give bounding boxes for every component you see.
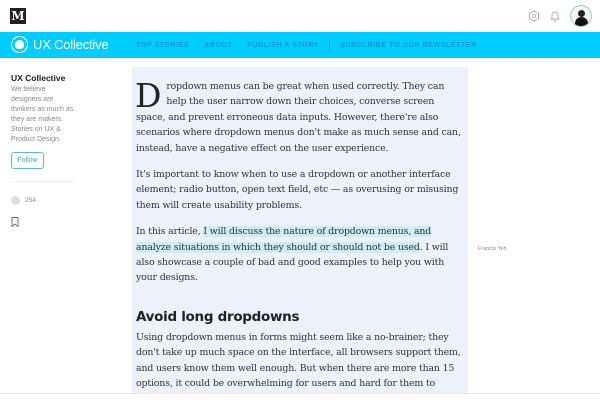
section-heading: Avoid long dropdowns [136,308,300,325]
bookmark-row [11,214,75,232]
notification-bell-icon[interactable] [550,10,560,22]
paragraph-3-lead: In this article, [136,226,204,238]
top-bar [0,0,600,32]
medium-logo[interactable]: M [11,9,25,23]
publication-logo[interactable] [11,36,108,53]
bottom-edge [0,393,600,400]
clap-icon[interactable] [11,196,20,205]
sidebar-description: We believe designers are thinkers as much as they are makers. Stories on UX & Product Design. [11,86,74,143]
paragraph-4: Using dropdown menus in forms might seem like a no-brainer; they don't take up much space on the interface, all browsers support them, and users know them well enough. But when there are more than 15 options, it could be overwhelming for users and hard for them to [136,331,461,390]
nav-subscribe-newsletter[interactable]: SUBSCRIBE TO OUR NEWSLETTER [340,41,477,49]
drop-cap: D [135,76,162,115]
nav-about[interactable]: ABOUT [204,41,233,49]
highlight-author-note[interactable]: Francis Yeh [478,246,507,252]
publication-nav-bar [0,32,600,58]
nav-top-stories[interactable]: TOP STORIES [136,41,190,49]
paragraph-2: It's important to know when to use a dropdown or another interface element; radio button, open text field, etc — as overusing or misusing them will create usability problems. [136,169,459,211]
paragraph-3 [136,224,464,286]
sidebar-title[interactable]: UX Collective [11,73,66,83]
publication-nav [136,32,492,58]
avatar-body [575,17,588,27]
paragraph-intro-text: ropdown menus can be great when used correctly. They can help the user narrow down their choices, converse screen space, and prevent erroneous data inputs. However, there're also scenarios where dropdown menus don't make as much sense and can, instead, have a negative effect on the user experience. [136,81,461,154]
settings-icon[interactable] [528,10,540,22]
nav-publish-a-story[interactable]: PUBLISH A STORY [247,41,320,49]
top-icons [528,5,592,27]
follow-button[interactable]: Follow [11,152,44,169]
clap-count[interactable]: 254 [25,197,36,204]
article-body [132,67,468,400]
bookmark-icon[interactable] [11,214,19,231]
highlighted-text[interactable]: I will discuss the nature of dropdown menus, and analyze situations in which they should or should not be used [136,226,432,253]
avatar-head [578,10,585,17]
clap-row [11,196,75,205]
publication-name: UX Collective [33,37,109,52]
paragraph-3-tail: . I will also showcase a couple of bad and good examples to help you with your designs. [136,241,449,284]
user-avatar[interactable] [570,5,592,27]
sidebar-divider [11,181,74,182]
paragraph-intro [135,76,464,156]
nav-divider [329,40,330,51]
publication-sidebar [11,73,75,232]
publication-logo-icon [11,36,28,53]
